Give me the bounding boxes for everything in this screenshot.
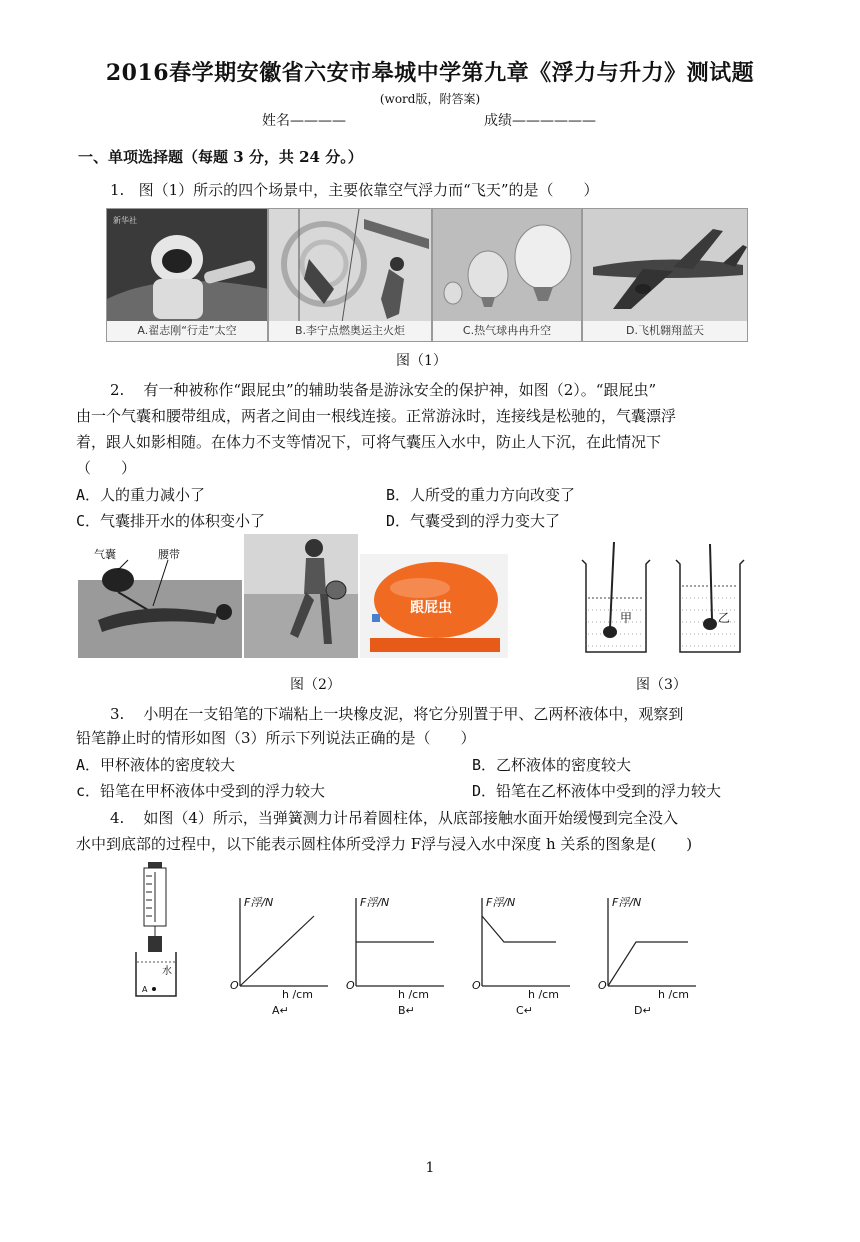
graph-d (596, 890, 706, 1018)
graph-a (228, 890, 338, 1018)
question-text-line-1: 有一种被称作“跟屁虫”的辅助装备是游泳安全的保护神，如图（2）。“跟屁虫” (143, 381, 657, 399)
graph-a-curve (240, 916, 314, 986)
graph-origin: O (230, 979, 239, 992)
page-subtitle: (word版，附答案) (379, 92, 481, 106)
graph-ylabel: F浮/N (244, 896, 274, 909)
beakers-illustration (576, 540, 766, 662)
pencil-left (610, 542, 614, 628)
svg-text:新华社: 新华社 (113, 216, 137, 225)
graph-label: D↵ (634, 1004, 652, 1017)
graph-xlabel: h /cm (528, 988, 559, 1001)
figure-2-image-swimmer (78, 540, 242, 658)
question-number: 1. (110, 181, 125, 199)
wading-person-illustration (244, 534, 358, 658)
graph-label: A↵ (272, 1004, 289, 1017)
question-number: 3. (110, 705, 125, 723)
graph-c-curve (482, 916, 556, 942)
graph-origin: O (472, 979, 481, 992)
liquid-left (588, 598, 644, 646)
graph-label: C↵ (516, 1004, 533, 1017)
q2-option-c: C．气囊排开水的体积变小了 (76, 512, 266, 530)
graph-xlabel: h /cm (398, 988, 429, 1001)
graph-ylabel: F浮/N (612, 896, 642, 909)
figure-1-caption-c: C.热气球冉冉升空 (433, 321, 581, 341)
question-number: 2. (110, 381, 125, 399)
graph-d-curve (608, 942, 688, 986)
figure-2-image-product (360, 554, 508, 658)
question-text-line-1: 小明在一支铅笔的下端粘上一块橡皮泥，将它分别置于甲、乙两杯液体中，观察到 (143, 705, 684, 723)
figure-2-image-wader (244, 534, 358, 658)
question-number: 4. (110, 809, 125, 827)
question-text-line-2: 水中到底部的过程中，以下能表示圆柱体所受浮力 F浮与浸入水中深度 h 关系的图象是( ) (76, 835, 693, 853)
q3-option-b: B．乙杯液体的密度较大 (472, 756, 632, 774)
product-label: 跟屁虫 (410, 600, 452, 616)
graph-b (344, 890, 454, 1018)
page-number: 1 (425, 1160, 435, 1176)
figure-1-caption-a: A.翟志刚“行走”太空 (107, 321, 267, 341)
q3-option-a: A．甲杯液体的密度较大 (76, 756, 236, 774)
point-a-label: A (142, 985, 148, 994)
graph-c (470, 890, 580, 1018)
figure-1-caption-d: D.飞机翱翔蓝天 (583, 321, 747, 341)
spring-scale-apparatus (130, 862, 180, 1000)
question-text: 图（1）所示的四个场景中，主要依靠空气浮力而“飞天”的是（ ） (138, 181, 599, 199)
graph-xlabel: h /cm (282, 988, 313, 1001)
question-text-line-4: （ ） (76, 459, 137, 477)
graph-ylabel: F浮/N (486, 896, 516, 909)
graph-xlabel: h /cm (658, 988, 689, 1001)
figure-3-caption: 图（3） (636, 677, 687, 693)
figure-1-image-a (106, 208, 268, 342)
graph-label: B↵ (398, 1004, 415, 1017)
q2-option-d: D．气囊受到的浮力变大了 (386, 512, 561, 530)
swimmer-illustration (78, 540, 242, 658)
water-label: 水 (162, 966, 172, 977)
pencil-right (710, 544, 712, 620)
beaker-label-jia: 甲 (620, 611, 633, 625)
page-title: 2016春学期安徽省六安市皋城中学第九章《浮力与升力》测试题 (105, 60, 755, 86)
question-text-line-3: 着，跟人如影相随。在体力不支等情况下，可将气囊压入水中，防止人下沉，在此情况下 (76, 433, 662, 451)
question-text-line-2: 由一个气囊和腰带组成，两者之间由一根线连接。正常游泳时，连接线是松驰的，气囊漂浮 (76, 407, 677, 425)
section-heading: 一、单项选择题（每题 3 分，共 24 分。） (78, 148, 363, 166)
belt-label: 腰带 (158, 548, 180, 561)
figure-2-caption: 图（2） (290, 677, 341, 693)
question-2 (110, 376, 656, 404)
airbag-label: 气囊 (94, 548, 116, 561)
question-4 (110, 804, 678, 832)
figure-1-image-c (432, 208, 582, 342)
question-text-line-2: 铅笔静止时的情形如图（3）所示下列说法正确的是（ ） (76, 729, 476, 747)
question-1 (110, 176, 599, 204)
clay-left (603, 626, 617, 638)
q3-option-c: c．铅笔在甲杯液体中受到的浮力较大 (76, 782, 326, 800)
q2-option-a: A．人的重力减小了 (76, 486, 206, 504)
q3-option-d: D．铅笔在乙杯液体中受到的浮力较大 (472, 782, 722, 800)
figure-1-image-d (582, 208, 748, 342)
graph-origin: O (346, 979, 355, 992)
graph-origin: O (598, 979, 607, 992)
figure-1-caption: 图（1） (396, 353, 447, 369)
orange-float-illustration (360, 554, 508, 658)
beaker-label-yi: 乙 (718, 611, 731, 625)
q2-option-b: B．人所受的重力方向改变了 (386, 486, 576, 504)
clay-right (703, 618, 717, 630)
question-text-line-1: 如图（4）所示，当弹簧测力计吊着圆柱体，从底部接触水面开始缓慢到完全没入 (143, 809, 678, 827)
figure-1-image-b (268, 208, 432, 342)
graph-ylabel: F浮/N (360, 896, 390, 909)
score-field-label: 成绩—————— (484, 113, 596, 129)
figure-1-caption-b: B.李宁点燃奥运主火炬 (269, 321, 431, 341)
name-field-label: 姓名———— (262, 113, 346, 129)
